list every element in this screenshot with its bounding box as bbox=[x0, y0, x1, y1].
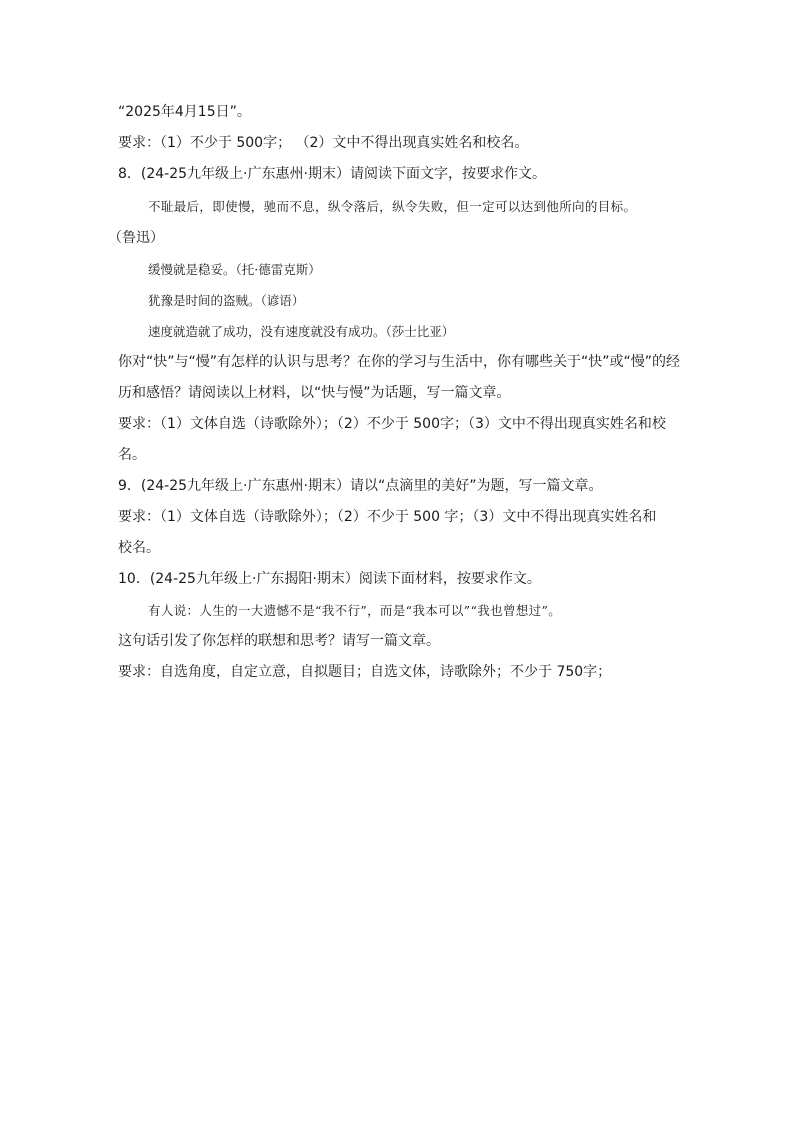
q8-requirements-line-2: 名。 bbox=[118, 447, 146, 463]
q10-prompt: 这句话引发了你怎样的联想和思考？请写一篇文章。 bbox=[118, 633, 440, 649]
q9-requirements-line-2: 校名。 bbox=[118, 540, 160, 556]
q9-requirements-line-1: 要求：（1）文体自选（诗歌除外）；（2）不少于 500 字；（3）文中不得出现真实姓名和 bbox=[118, 509, 657, 525]
q8-prompt-line-2: 历和感悟？请阅读以上材料，以“快与慢”为话题，写一篇文章。 bbox=[118, 385, 511, 401]
q10-heading: 10．(24-25九年级上·广东揭阳·期末）阅读下面材料，按要求作文。 bbox=[118, 571, 541, 587]
q9-heading: 9．(24-25九年级上·广东惠州·期末）请以“点滴里的美好”为题，写一篇文章。 bbox=[118, 478, 603, 494]
q10-quote: 有人说：人生的一大遗憾不是“我不行”，而是“我本可以”“我也曾想过”。 bbox=[148, 603, 562, 618]
q8-prompt-line-1: 你对“快”与“慢”有怎样的认识与思考？在你的学习与生活中，你有哪些关于“快”或“慢”的经 bbox=[118, 354, 681, 370]
q8-heading: 8．(24-25九年级上·广东惠州·期末）请阅读下面文字，按要求作文。 bbox=[118, 166, 546, 182]
date-requirement-line: “2025年4月15日”。 bbox=[118, 104, 251, 120]
q8-requirements-line-1: 要求：（1）文体自选（诗歌除外）；（2）不少于 500字；（3）文中不得出现真实姓名和校 bbox=[118, 416, 666, 432]
q8-quote-shakespeare: 速度就造就了成功，没有速度就没有成功。（莎士比亚） bbox=[148, 324, 455, 339]
q10-requirements: 要求：自选角度，自定立意，自拟题目；自选文体，诗歌除外；不少于 750字； bbox=[118, 664, 612, 680]
q8-quote-luxun-attribution: （鲁迅） bbox=[108, 230, 164, 246]
q7-requirements: 要求：（1）不少于 500字； （2）文中不得出现真实姓名和校名。 bbox=[118, 135, 529, 151]
q8-quote-drex: 缓慢就是稳妥。（托·德雷克斯） bbox=[148, 262, 321, 277]
q8-quote-proverb: 犹豫是时间的盗贼。（谚语） bbox=[148, 293, 305, 308]
q8-quote-luxun: 不耻最后，即使慢，驰而不息，纵令落后，纵令失败，但一定可以达到他所向的目标。 bbox=[148, 199, 637, 214]
